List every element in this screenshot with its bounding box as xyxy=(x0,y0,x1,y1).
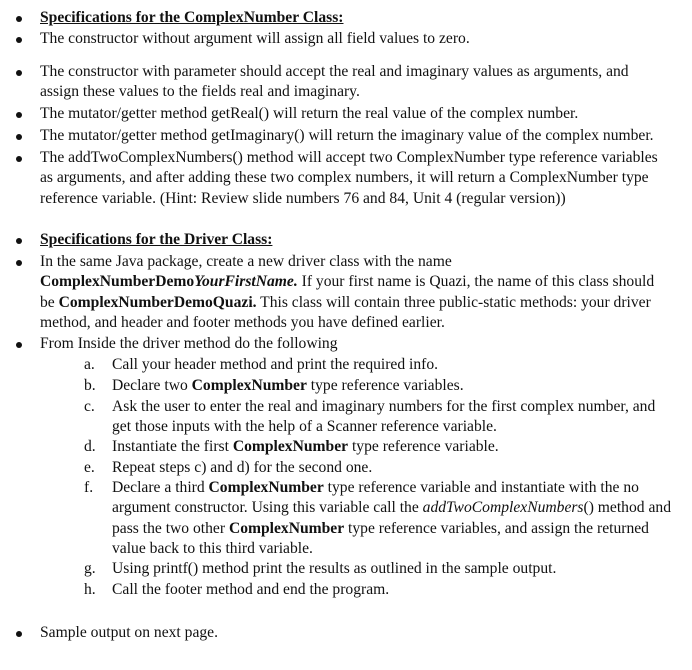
step-h xyxy=(84,580,674,600)
step-letter: h. xyxy=(84,581,96,598)
sample-output-note: Sample output on next page. xyxy=(40,624,218,641)
step-f xyxy=(84,478,674,560)
bullet-icon xyxy=(16,156,22,162)
step-text: Repeat steps c) and d) for the second one. xyxy=(112,459,373,476)
complex-heading-item xyxy=(10,8,670,28)
list-item xyxy=(10,148,670,209)
step-c xyxy=(84,397,674,438)
step-letter: d. xyxy=(84,438,96,455)
list-item-text: The constructor with parameter should accept the real and imaginary values as arguments, and assign these values to the fields real and imaginary. xyxy=(40,63,629,101)
step-a xyxy=(84,355,674,375)
driver-class-heading: Specifications for the Driver Class: xyxy=(40,231,273,248)
bullet-icon xyxy=(16,112,22,118)
driver-inside-item xyxy=(10,334,670,354)
step-text: Using printf() method print the results as outlined in the sample output. xyxy=(112,560,557,577)
bullet-icon xyxy=(16,16,22,22)
sample-output-item xyxy=(10,623,670,643)
step-text: type reference variables, and assign the returned value back to this third variable. xyxy=(112,519,649,558)
step-text: Call your header method and print the required info. xyxy=(112,356,439,373)
step-text: type reference variable and instantiate with the no argument constructor. Using this variable call the xyxy=(112,479,639,517)
complex-class-heading: Specifications for the ComplexNumber Class: xyxy=(40,9,344,26)
step-letter: b. xyxy=(84,377,96,394)
list-item xyxy=(10,126,670,146)
method-name: addTwoComplexNumbers xyxy=(422,499,584,517)
class-name-placeholder: YourFirstName. xyxy=(194,273,298,291)
driver-intro-item xyxy=(10,252,670,334)
bullet-icon xyxy=(16,37,22,43)
bullet-icon xyxy=(16,70,22,76)
example-class-name: ComplexNumberDemoQuazi. xyxy=(58,293,257,311)
inside-label: From Inside the driver method do the following xyxy=(40,335,338,352)
step-text: type reference variables. xyxy=(306,377,464,394)
class-name-prefix: ComplexNumberDemo xyxy=(40,273,195,291)
step-letter: a. xyxy=(84,356,95,373)
step-letter: f. xyxy=(84,479,94,496)
step-d xyxy=(84,437,674,457)
step-text: Instantiate the first xyxy=(112,438,233,455)
bullet-icon xyxy=(16,238,22,244)
class-ref: ComplexNumber xyxy=(232,438,349,455)
list-item xyxy=(10,62,670,103)
driver-heading-item xyxy=(10,230,670,250)
step-letter: e. xyxy=(84,459,95,476)
list-item-text: The mutator/getter method getReal() will return the real value of the complex number. xyxy=(40,105,579,122)
class-ref: ComplexNumber xyxy=(191,377,307,394)
intro-text-2: If your first name is Quazi, the name of this class should be xyxy=(40,273,655,311)
step-text: type reference variable. xyxy=(348,438,499,455)
intro-text-3: This class will contain three public-static methods: your driver method, and header and footer methods you have defined earlier. xyxy=(40,293,651,332)
step-e xyxy=(84,458,674,478)
step-letter: c. xyxy=(84,398,95,415)
class-ref: ComplexNumber xyxy=(208,479,324,496)
step-b xyxy=(84,376,674,396)
bullet-icon xyxy=(16,631,22,637)
step-text: Call the footer method and end the program. xyxy=(112,581,390,598)
list-item-text: The mutator/getter method getImaginary() will return the imaginary value of the complex number. xyxy=(40,127,654,144)
intro-text-1: In the same Java package, create a new driver class with the name xyxy=(40,253,452,270)
step-g xyxy=(84,559,674,579)
step-text: Ask the user to enter the real and imaginary numbers for the first complex number, and get those inputs with the help of a Scanner reference variable. xyxy=(112,398,656,436)
bullet-icon xyxy=(16,134,22,140)
step-letter: g. xyxy=(84,560,96,577)
list-item-text: The addTwoComplexNumbers() method will accept two ComplexNumber type reference variables as arguments, and after adding these two complex numbers, it will return a ComplexNumber type reference variable. (Hint: Review slide numbers 76 and 84, Unit 4 (regular version)) xyxy=(40,149,658,207)
list-item xyxy=(10,29,670,49)
class-ref: ComplexNumber xyxy=(228,519,345,537)
list-item xyxy=(10,104,670,124)
step-text: Declare two xyxy=(112,377,192,394)
step-text: Declare a third xyxy=(112,479,209,496)
list-item-text: The constructor without argument will assign all field values to zero. xyxy=(40,30,470,47)
step-text: () method and pass the two other xyxy=(112,499,671,537)
bullet-icon xyxy=(16,260,22,266)
bullet-icon xyxy=(16,342,22,348)
